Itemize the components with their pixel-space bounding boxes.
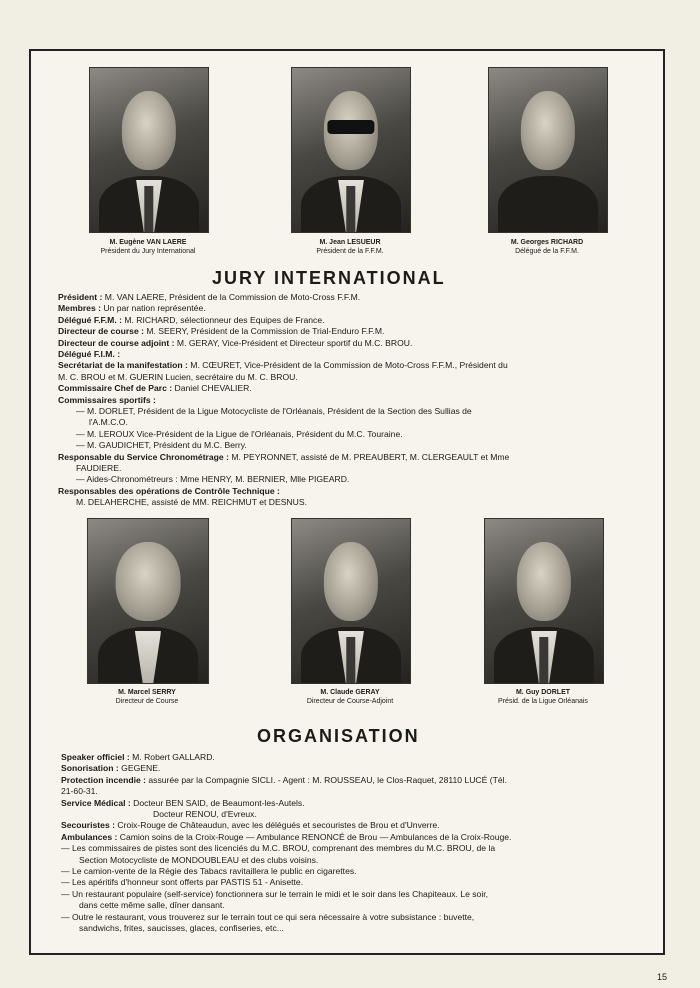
caption-role: Délégué de la F.F.M. bbox=[515, 248, 579, 255]
line-label: Délégué F.F.M. : bbox=[58, 314, 122, 325]
caption-role: Directeur de Course-Adjoint bbox=[306, 698, 394, 705]
text-line bbox=[58, 349, 120, 360]
line-text: GEGENE. bbox=[118, 763, 161, 774]
page-number: 15 bbox=[657, 972, 668, 982]
line-text: FAUDIERE. bbox=[76, 463, 122, 473]
line-text: M. RICHARD, sélectionneur des Equipes de France. bbox=[121, 314, 325, 325]
caption-name: M. Claude GERAY bbox=[320, 689, 380, 696]
line-label: Secrétariat de la manifestation : bbox=[58, 360, 188, 371]
line-text: assurée par la Compagnie SICLI. - Agent : M. ROUSSEAU, le Clos-Raquet, 28110 LUCÉ (Tél. bbox=[146, 774, 507, 785]
text-line bbox=[58, 383, 252, 394]
line-text: — Les apéritifs d'honneur sont offerts par PASTIS 51 - Anisette. bbox=[61, 877, 304, 888]
line-text: Daniel CHEVALIER. bbox=[172, 383, 252, 394]
caption-name: M. Georges RICHARD bbox=[510, 239, 584, 246]
text-line bbox=[76, 440, 247, 451]
line-label: Protection incendie : bbox=[61, 774, 146, 785]
line-text: Docteur RENOU, d'Evreux. bbox=[153, 809, 257, 819]
line-text: l'A.M.C.O. bbox=[89, 417, 128, 428]
line-text: — M. LEROUX Vice-Président de la Ligue de l'Orléanais, Président du M.C. Touraine. bbox=[76, 428, 403, 439]
caption-geray bbox=[280, 688, 420, 706]
photo-richard bbox=[488, 67, 608, 233]
text-line bbox=[61, 832, 511, 843]
text-line bbox=[61, 877, 303, 888]
text-line bbox=[58, 360, 508, 371]
text-line bbox=[61, 866, 357, 877]
line-text: — Un restaurant populaire (self-service) fonctionnera sur le terrain le midi et le soir dans les Chapiteaux. Le soir, bbox=[61, 888, 489, 899]
line-text: M. SEERY, Président de la Commission de Trial-Enduro F.F.M. bbox=[143, 326, 385, 337]
line-label: Responsable du Service Chronométrage : bbox=[58, 451, 229, 462]
line-text: — M. GAUDICHET, Président du M.C. Berry. bbox=[76, 440, 247, 451]
line-text: M. GERAY, Vice-Président et Directeur sportif du M.C. BROU. bbox=[174, 337, 413, 348]
text-line bbox=[89, 417, 128, 428]
text-line bbox=[79, 900, 225, 911]
line-label: Responsables des opérations de Contrôle Technique : bbox=[58, 485, 280, 496]
caption-serry bbox=[85, 688, 209, 706]
text-line bbox=[61, 798, 305, 809]
line-text: sandwichs, frites, saucisses, glaces, confiseries, etc... bbox=[79, 923, 284, 933]
text-line bbox=[61, 786, 98, 797]
text-line bbox=[61, 775, 507, 786]
text-line bbox=[79, 855, 318, 866]
line-label: Délégué F.I.M. : bbox=[58, 349, 121, 359]
line-text: M. VAN LAERE, Président de la Commission de Moto-Cross F.F.M. bbox=[102, 292, 361, 302]
line-text: — M. DORLET, Président de la Ligue Motocycliste de l'Orléanais, Président de la Section des Sullias de bbox=[76, 406, 472, 416]
caption-name: M. Marcel SERRY bbox=[118, 689, 176, 696]
text-line bbox=[58, 395, 156, 406]
organisation-heading: ORGANISATION bbox=[257, 726, 420, 746]
photo-geray bbox=[291, 518, 411, 684]
line-label: Speaker officiel : bbox=[61, 752, 130, 762]
line-text: dans cette même salle, dîner dansant. bbox=[79, 900, 225, 911]
text-line bbox=[61, 912, 474, 923]
line-text: — Aides-Chronométreurs : Mme HENRY, M. BERNIER, Mlle PIGEARD. bbox=[76, 474, 350, 485]
line-label: Directeur de course : bbox=[58, 326, 144, 337]
caption-role: Président du Jury International bbox=[100, 248, 196, 255]
jury-heading: JURY INTERNATIONAL bbox=[212, 268, 446, 288]
line-text: Croix-Rouge de Châteaudun, avec les délégués et secouristes de Brou et d'Unverre. bbox=[114, 820, 440, 831]
line-label: Secouristes : bbox=[61, 820, 115, 831]
line-label: Membres : bbox=[58, 303, 101, 314]
text-line bbox=[61, 763, 160, 774]
line-text: — Les commissaires de pistes sont des licenciés du M.C. BROU, comprenant des membres du M.C. BROU, de la bbox=[61, 843, 496, 854]
text-line bbox=[79, 923, 284, 934]
line-label: Commissaires sportifs : bbox=[58, 394, 156, 405]
text-line bbox=[58, 452, 509, 463]
line-text: M. C. BROU et M. GUERIN Lucien, secrétaire du M. C. BROU. bbox=[58, 371, 298, 382]
line-text: — Le camion-vente de la Régie des Tabacs ravitaillera le public en cigarettes. bbox=[61, 866, 357, 876]
line-text: M. DELAHERCHE, assisté de MM. REICHMUT et DESNUS. bbox=[76, 497, 307, 508]
photo-lesueur bbox=[291, 67, 411, 233]
caption-name: M. Eugène VAN LAERE bbox=[109, 239, 187, 246]
line-text: Un par nation représentée. bbox=[100, 303, 206, 314]
text-line bbox=[58, 338, 412, 349]
line-text: Camion soins de la Croix-Rouge — Ambulance RENONCÉ de Brou — Ambulances de la Croix-Rouge. bbox=[117, 831, 512, 842]
text-line bbox=[76, 429, 403, 440]
text-line bbox=[58, 326, 384, 337]
text-line bbox=[61, 820, 440, 831]
text-line bbox=[58, 292, 360, 303]
line-text: M. CŒURET, Vice-Président de la Commission de Moto-Cross F.F.M., Président du bbox=[187, 360, 508, 371]
line-text: Section Motocycliste de MONDOUBLEAU et des clubs voisins. bbox=[79, 854, 319, 865]
text-line bbox=[58, 315, 325, 326]
caption-dorlet bbox=[478, 688, 608, 706]
line-label: Ambulances : bbox=[61, 831, 118, 842]
line-label: Directeur de course adjoint : bbox=[58, 337, 175, 348]
caption-name: M. Guy DORLET bbox=[515, 689, 571, 696]
caption-richard bbox=[485, 238, 609, 256]
line-label: Sonorisation : bbox=[61, 763, 119, 774]
caption-role: Président de la F.F.M. bbox=[316, 248, 384, 255]
line-text: M. PEYRONNET, assisté de M. PREAUBERT, M. CLERGEAULT et Mme bbox=[228, 451, 510, 462]
text-line bbox=[61, 752, 215, 763]
line-label: Commissaire Chef de Parc : bbox=[58, 383, 173, 394]
caption-role: Présid. de la Ligue Orléanais bbox=[498, 698, 588, 705]
line-label: Président : bbox=[58, 292, 103, 302]
text-line bbox=[76, 463, 121, 474]
photo-dorlet bbox=[484, 518, 604, 684]
text-line bbox=[153, 809, 257, 820]
text-line bbox=[76, 497, 307, 508]
photo-serry bbox=[87, 518, 209, 684]
photo-van-laere bbox=[89, 67, 209, 233]
text-line bbox=[76, 474, 349, 485]
text-line bbox=[58, 303, 206, 314]
line-label: Service Médical : bbox=[61, 797, 131, 808]
caption-role: Directeur de Course bbox=[115, 698, 179, 705]
text-line bbox=[61, 843, 495, 854]
line-text: — Outre le restaurant, vous trouverez sur le terrain tout ce qui sera nécessaire à votre subsistance : buvette, bbox=[61, 911, 475, 922]
line-text: M. Robert GALLARD. bbox=[129, 752, 215, 762]
caption-lesueur bbox=[288, 238, 412, 256]
text-line bbox=[76, 406, 472, 417]
line-text: Docteur BEN SAID, de Beaumont-les-Autels. bbox=[130, 797, 305, 808]
text-line bbox=[58, 486, 280, 497]
line-text: 21-60-31. bbox=[61, 786, 98, 797]
text-line bbox=[61, 889, 488, 900]
caption-name: M. Jean LESUEUR bbox=[319, 239, 381, 246]
caption-van-laere bbox=[86, 238, 210, 256]
text-line bbox=[58, 372, 298, 383]
